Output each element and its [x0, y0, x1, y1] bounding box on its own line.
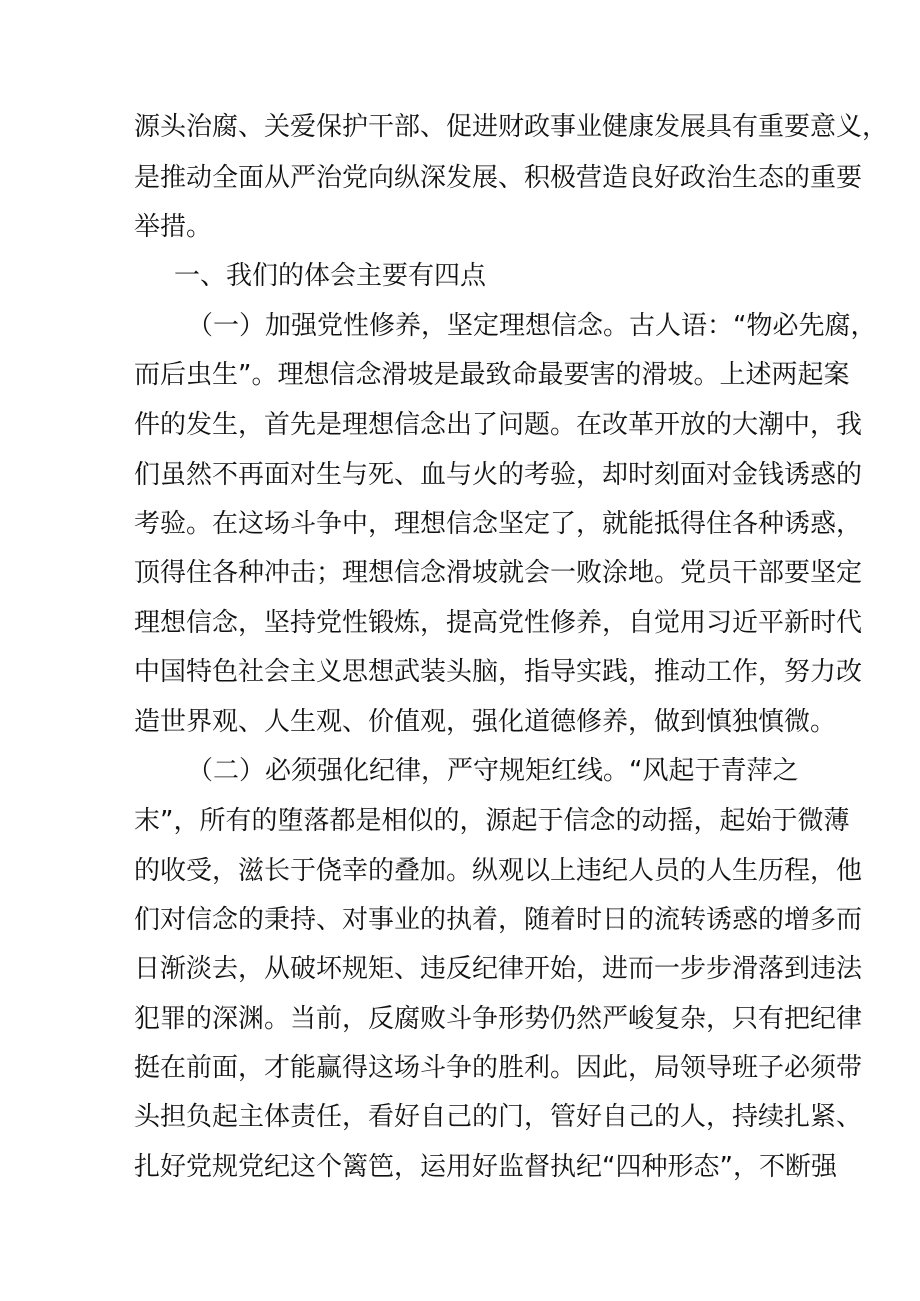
paragraph-line: 顶得住各种冲击；理想信念滑坡就会一败涂地。党员干部要坚定: [134, 558, 863, 588]
paragraph-line: 源头治腐、关爱保护干部、促进财政事业健康发展具有重要意义，: [134, 112, 889, 142]
paragraph-line: 日渐淡去，从破坏规矩、违反纪律开始，进而一步步滑落到违法: [134, 954, 863, 984]
paragraph-line: 中国特色社会主义思想武装头脑，指导实践，推动工作，努力改: [134, 657, 863, 687]
paragraph-line: 们虽然不再面对生与死、血与火的考验，却时刻面对金钱诱惑的: [134, 460, 863, 490]
paragraph-line: 头担负起主体责任，看好自己的门，管好自己的人，持续扎紧、: [134, 1102, 863, 1132]
paragraph-line: 举措。: [134, 212, 213, 242]
paragraph-line: （一）加强党性修养，坚定理想信念。古人语：“物必先腐，: [187, 311, 877, 341]
section-heading: 一、我们的体会主要有四点: [174, 261, 487, 291]
paragraph-line: 挺在前面，才能赢得这场斗争的胜利。因此，局领导班子必须带: [134, 1053, 863, 1083]
paragraph-line: （二）必须强化纪律，严守规矩红线。“风起于青萍之: [187, 756, 799, 786]
paragraph-line: 是推动全面从严治党向纵深发展、积极营造良好政治生态的重要: [134, 163, 863, 193]
paragraph-line: 犯罪的深渊。当前，反腐败斗争形势仍然严峻复杂，只有把纪律: [134, 1004, 863, 1034]
paragraph-line: 扎好党规党纪这个篱笆，运用好监督执纪“四种形态”，不断强: [134, 1152, 837, 1182]
paragraph-line: 理想信念，坚持党性锻炼，提高党性修养，自觉用习近平新时代: [134, 608, 863, 638]
paragraph-line: 件的发生，首先是理想信念出了问题。在改革开放的大潮中，我: [134, 410, 863, 440]
paragraph-line: 而后虫生”。理想信念滑坡是最致命最要害的滑坡。上述两起案: [134, 360, 850, 390]
paragraph-line: 的收受，滋长于侥幸的叠加。纵观以上违纪人员的人生历程，他: [134, 856, 863, 886]
paragraph-line: 考验。在这场斗争中，理想信念坚定了，就能抵得住各种诱惑，: [134, 509, 863, 539]
paragraph-line: 造世界观、人生观、价值观，强化道德修养，做到慎独慎微。: [134, 707, 837, 737]
paragraph-line: 末”，所有的堕落都是相似的，源起于信念的动摇，起始于微薄: [134, 806, 850, 836]
paragraph-line: 们对信念的秉持、对事业的执着，随着时日的流转诱惑的增多而: [134, 905, 863, 935]
